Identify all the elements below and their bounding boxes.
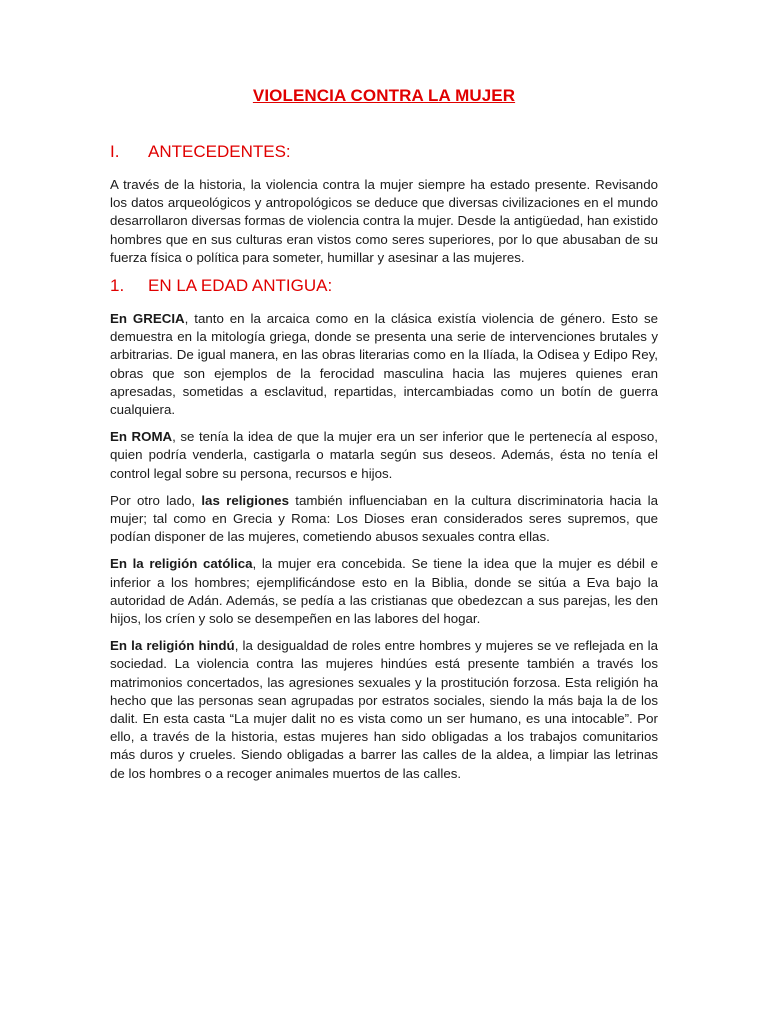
paragraph-text: , tanto en la arcaica como en la clásica existía violencia de género. Esto se demuestra en la mitología griega, donde se presenta una serie de intervenciones brutales y arbitrarias. De igual manera, en las obras literarias como en la Ilíada, la Odisea y Edipo Rey, obras que son ejemplos de la ferocidad masculina hacia las mujeres quienes eran apresadas, sometidas a esclavitud, repartidas, intercambiadas como un botín de guerra cualquiera. [110, 311, 658, 418]
section-title: ANTECEDENTES: [148, 142, 291, 161]
paragraph-text: también influenciaban en la cultura discriminatoria hacia la mujer; tal como en Grecia y Roma: Los Dioses eran considerados seres supremos, que podían disponer de las mujeres, cometiendo abusos sexuales contra ellas. [110, 492, 658, 545]
paragraph-grecia [110, 310, 658, 419]
document-title: VIOLENCIA CONTRA LA MUJER [252, 86, 516, 105]
section-number: I. [110, 142, 120, 161]
section-heading-edad-antigua [110, 276, 658, 296]
paragraph-text: , la desigualdad de roles entre hombres y mujeres se ve reflejada en la sociedad. La violencia contra las mujeres hindúes está presente también a través los matrimonios concertados, las agresiones sexuales y la prostitución forzosa. Esta religión ha hecho que las personas sean agrupadas por estratos sociales, siendo la más baja la de los dalit. En esta casta “La mujer dalit no es vista como un ser humano, es una intocable”. Por ello, a través de la historia, estas mujeres han sido obligadas a los trabajos comunitarios más duros y crueles. Siendo obligadas a barrer las calles de la aldea, a limpiar las letrinas de los hombres o a recoger animales muertos de las calles. [110, 638, 658, 781]
paragraph-religion-catolica [110, 555, 658, 628]
paragraph-bold: En GRECIA [110, 311, 185, 327]
paragraph-bold: En la religión hindú [110, 638, 235, 654]
paragraph-text: , la mujer era concebida. Se tiene la idea que la mujer es débil e inferior a los hombres; ejemplificándose esto en la Biblia, donde se sitúa a Eva bajo la autoridad de Adán. Además, se pedía a las cristianas que obedezcan a sus parejas, les den hijos, los críen y solo se desempeñen en las labores del hogar. [110, 556, 658, 627]
paragraph-bold: En la religión católica [110, 556, 253, 572]
paragraph-religiones [110, 492, 658, 547]
section-title: EN LA EDAD ANTIGUA: [148, 276, 333, 296]
paragraph-bold: En ROMA [110, 429, 173, 445]
paragraph-bold: las religiones [201, 492, 289, 508]
paragraph-roma [110, 428, 658, 483]
section-heading-antecedentes [110, 142, 658, 162]
section-number: 1. [110, 276, 125, 296]
intro-paragraph: A través de la historia, la violencia contra la mujer siempre ha estado presente. Revisando los datos arqueológicos y antropológicos se deduce que diversas civilizaciones en el mundo desarrollaron diversas formas de violencia contra la mujer. Desde la antigüedad, han existido hombres que en sus culturas eran vistos como seres superiores, por lo que abusaban de su fuerza física o política para someter, humillar y asesinar a las mujeres. [110, 177, 658, 265]
paragraph-text: , se tenía la idea de que la mujer era un ser inferior que le pertenecía al esposo, quien podría venderla, castigarla o matarla según sus deseos. Además, ésta no tenía el control legal sobre su persona, recursos e hijos. [110, 429, 659, 481]
paragraph-religion-hindu [110, 637, 658, 783]
paragraph-lead: Por otro lado, [110, 492, 202, 508]
